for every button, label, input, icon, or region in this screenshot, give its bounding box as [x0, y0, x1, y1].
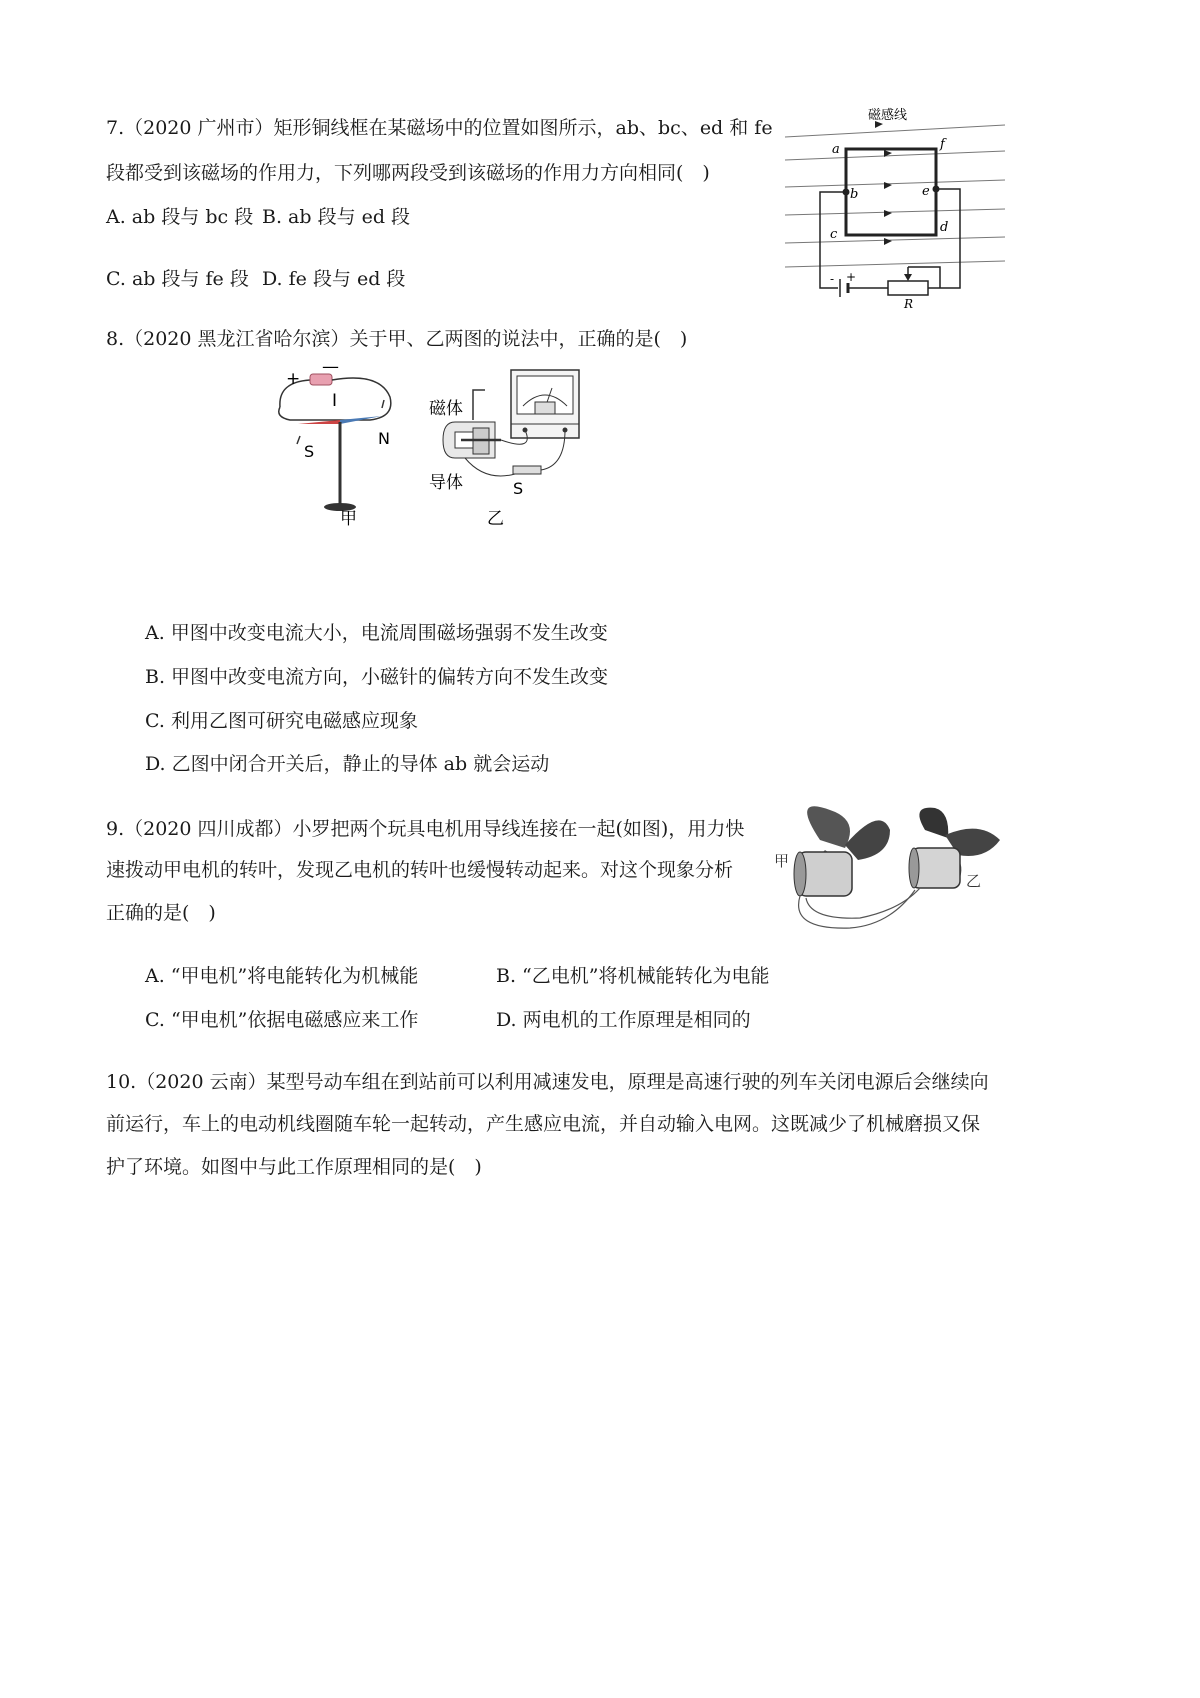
q8-fig-magnet-label: 磁体: [429, 399, 463, 419]
q9-option-c: C. “甲电机”依据电磁感应来工作: [145, 1009, 419, 1031]
q8-stem: 8.（2020 黑龙江省哈尔滨）关于甲、乙两图的说法中，正确的是( ): [106, 328, 688, 350]
q7-fig-title: 磁感线: [868, 108, 908, 123]
q7-magnetic-field-figure: [780, 105, 1010, 310]
q7-fig-label-e: e: [922, 184, 930, 199]
q7-option-c: C. ab 段与 fe 段: [106, 268, 249, 290]
q9-option-d: D. 两电机的工作原理是相同的: [496, 1009, 751, 1031]
q9-motors-photo: [770, 800, 1030, 940]
q8-fig-switch-label: S: [513, 479, 524, 498]
q8-option-c: C. 利用乙图可研究电磁感应现象: [145, 710, 418, 732]
q7-option-d: D. fe 段与 ed 段: [262, 268, 406, 290]
q9-fig-yi-label: 乙: [966, 872, 982, 890]
q9-stem-line2: 速拨动甲电机的转叶，发现乙电机的转叶也缓慢转动起来。对这个现象分析: [106, 859, 734, 881]
q7-option-a: A. ab 段与 bc 段: [106, 206, 254, 228]
q9-stem-line1: 9.（2020 四川成都）小罗把两个玩具电机用导线连接在一起(如图)，用力快: [106, 818, 745, 840]
q7-option-b: B. ab 段与 ed 段: [262, 206, 411, 228]
q7-fig-label-d: d: [940, 220, 949, 235]
q8-fig-yi-label: 乙: [487, 509, 504, 529]
q8-option-d: D. 乙图中闭合开关后，静止的导体 ab 就会运动: [145, 753, 550, 775]
q7-fig-label-f: f: [940, 137, 945, 152]
q7-fig-plus: +: [846, 270, 857, 284]
q8-fig-plus: +: [286, 369, 301, 389]
q8-fig-minus: —: [322, 362, 339, 377]
q8-fig-n-pole: N: [378, 429, 390, 448]
q7-stem-line1: 7.（2020 广州市）矩形铜线框在某磁场中的位置如图所示，ab、bc、ed 和 fe: [106, 117, 773, 139]
q7-fig-minus: -: [830, 272, 835, 286]
q8-figure-jia: [270, 362, 410, 532]
q9-fig-jia-label: 甲: [774, 852, 790, 870]
q8-option-a: A. 甲图中改变电流大小，电流周围磁场强弱不发生改变: [145, 622, 608, 644]
q8-fig-s-pole: S: [304, 442, 315, 461]
q8-fig-conductor-label: 导体: [429, 473, 463, 493]
q9-option-a: A. “甲电机”将电能转化为机械能: [145, 965, 419, 987]
q10-stem-line1: 10.（2020 云南）某型号动车组在到站前可以利用减速发电，原理是高速行驶的列车关闭电源后会继续向: [106, 1071, 989, 1093]
q7-fig-label-c: c: [830, 227, 838, 242]
q8-fig-jia-label: 甲: [340, 509, 357, 529]
q8-figure-yi: [425, 362, 590, 532]
q8-fig-current: I: [332, 391, 338, 411]
q9-stem-line3: 正确的是( ): [106, 902, 216, 924]
q7-fig-label-b: b: [850, 187, 859, 202]
q8-option-b: B. 甲图中改变电流方向，小磁针的偏转方向不发生改变: [145, 666, 609, 688]
q10-stem-line2: 前运行，车上的电动机线圈随车轮一起转动，产生感应电流，并自动输入电网。这既减少了机械磨损又保: [106, 1113, 981, 1135]
q7-fig-label-r: R: [904, 297, 914, 310]
q10-stem-line3: 护了环境。如图中与此工作原理相同的是( ): [106, 1156, 482, 1178]
q7-stem-line2: 段都受到该磁场的作用力，下列哪两段受到该磁场的作用力方向相同( ): [106, 162, 710, 184]
q9-option-b: B. “乙电机”将机械能转化为电能: [496, 965, 770, 987]
q7-fig-label-a: a: [832, 142, 840, 157]
